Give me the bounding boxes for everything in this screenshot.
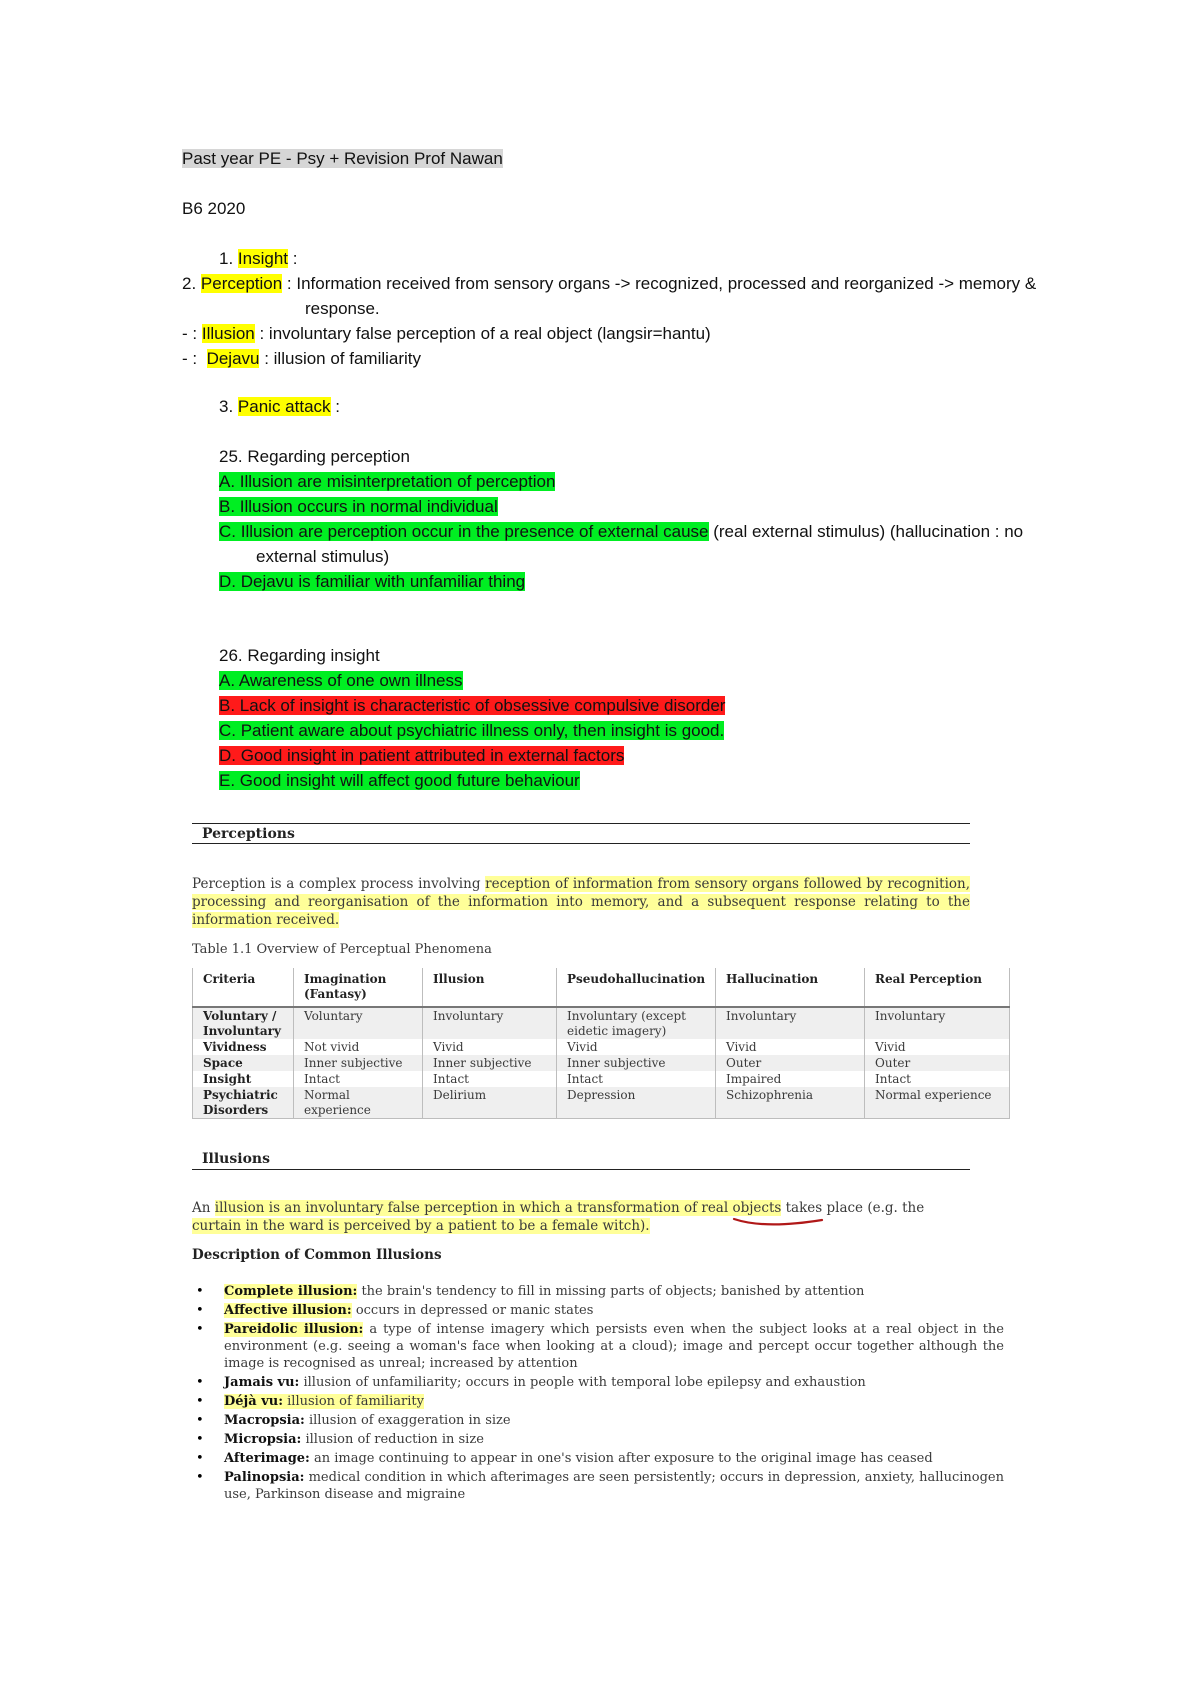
table-cell: Delirium	[423, 1087, 557, 1119]
table-cell: Normal experience	[294, 1087, 423, 1119]
q25-option-c-cont: external stimulus)	[256, 547, 390, 566]
table-cell: Space	[193, 1055, 294, 1071]
illusions-rule	[192, 1169, 970, 1170]
q26-option-b: B. Lack of insight is characteristic of obsessive compulsive disorder	[219, 696, 726, 715]
table-header: Criteria	[193, 968, 294, 1007]
list-item: • Déjà vu: illusion of familiarity	[224, 1393, 1004, 1410]
list-item: • Afterimage: an image continuing to appear in one's vision after exposure to the original image has ceased	[224, 1450, 1004, 1467]
q25-option-b: B. Illusion occurs in normal individual	[219, 497, 498, 516]
term-illusion: Illusion	[201, 324, 255, 343]
perceptions-rule-bottom	[192, 843, 970, 844]
table-cell: Impaired	[716, 1071, 865, 1087]
table-cell: Intact	[423, 1071, 557, 1087]
table-cell: Vivid	[716, 1039, 865, 1055]
illusions-list	[192, 1283, 1004, 1505]
illusions-title: Illusions	[202, 1151, 270, 1167]
page-title	[182, 146, 503, 171]
table-cell: Voluntary	[294, 1007, 423, 1039]
term-perception: Perception	[200, 274, 283, 293]
perceptions-rule-top	[192, 823, 970, 824]
list-item: • Jamais vu: illusion of unfamiliarity; occurs in people with temporal lobe epilepsy and exhaustion	[224, 1374, 1004, 1391]
table-cell: Involuntary (except eidetic imagery)	[557, 1007, 716, 1039]
batch-label: B6 2020	[182, 199, 246, 218]
table-cell: Intact	[865, 1071, 1010, 1087]
q25-option-c: C. Illusion are perception occur in the presence of external cause (real external stimulus) (hallucination : no	[219, 522, 1024, 541]
table-cell: Involuntary	[423, 1007, 557, 1039]
real-objects-phrase: real objects	[701, 1200, 782, 1216]
table-cell: Involuntary	[716, 1007, 865, 1039]
table-row	[193, 1007, 1010, 1039]
table-header-row	[193, 968, 1010, 1007]
table-header: Real Perception	[865, 968, 1010, 1007]
q26-option-d: D. Good insight in patient attributed in external factors	[219, 746, 625, 765]
note-item-illusion: - : Illusion : involuntary false perception of a real object (langsir=hantu)	[182, 324, 711, 343]
q25-option-d: D. Dejavu is familiar with unfamiliar thing	[219, 572, 526, 591]
illusions-subheading: Description of Common Illusions	[192, 1247, 442, 1263]
table-row	[193, 1071, 1010, 1087]
q25-heading: 25. Regarding perception	[219, 447, 410, 466]
q25-option-a: A. Illusion are misinterpretation of perception	[219, 472, 556, 491]
table-cell: Vivid	[865, 1039, 1010, 1055]
table-cell: Vivid	[423, 1039, 557, 1055]
table-cell: Involuntary	[865, 1007, 1010, 1039]
table-row	[193, 1039, 1010, 1055]
table-cell: Intact	[557, 1071, 716, 1087]
list-item: • Palinopsia: medical condition in which afterimages are seen persistently; occurs in depression, anxiety, hallucinogen use, Parkinson disease and migraine	[224, 1469, 1004, 1503]
table-cell: Inner subjective	[557, 1055, 716, 1071]
q26-option-a: A. Awareness of one own illness	[219, 671, 463, 690]
list-item: • Complete illusion: the brain's tendency to fill in missing parts of objects; banished by attention	[224, 1283, 1004, 1300]
term-panic-attack: Panic attack	[237, 397, 331, 416]
list-item: • Affective illusion: occurs in depressed or manic states	[224, 1302, 1004, 1319]
table-header: Imagination (Fantasy)	[294, 968, 423, 1007]
table-cell: Depression	[557, 1087, 716, 1119]
table-row	[193, 1087, 1010, 1119]
table-header: Illusion	[423, 968, 557, 1007]
note-item-insight: 1. Insight :	[219, 249, 298, 268]
table-cell: Not vivid	[294, 1039, 423, 1055]
table-cell: Inner subjective	[294, 1055, 423, 1071]
q26-option-e: E. Good insight will affect good future behaviour	[219, 771, 580, 790]
q26-heading: 26. Regarding insight	[219, 646, 380, 665]
table-cell: Vividness	[193, 1039, 294, 1055]
table-cell: Normal experience	[865, 1087, 1010, 1119]
perceptual-phenomena-table	[192, 968, 1010, 1119]
note-item-dejavu: - : Dejavu : illusion of familiarity	[182, 349, 422, 368]
illusions-paragraph: An illusion is an involuntary false perception in which a transformation of real objects takes place (e.g. the curtain in the ward is perceived by a patient to be a female witch).	[192, 1200, 925, 1234]
table-header: Hallucination	[716, 968, 865, 1007]
note-item-panic: 3. Panic attack :	[219, 397, 340, 416]
table-cell: Schizophrenia	[716, 1087, 865, 1119]
table-caption: Table 1.1 Overview of Perceptual Phenomena	[192, 942, 492, 957]
table-cell: Vivid	[557, 1039, 716, 1055]
note-item-perception-cont: response.	[305, 299, 380, 318]
perceptions-title: Perceptions	[202, 826, 295, 842]
term-insight: Insight	[237, 249, 289, 268]
q26-option-c: C. Patient aware about psychiatric illness only, then insight is good.	[219, 721, 725, 740]
table-cell: Inner subjective	[423, 1055, 557, 1071]
table-cell: Psychiatric Disorders	[193, 1087, 294, 1119]
page-title-text: Past year PE - Psy + Revision Prof Nawan	[182, 149, 503, 168]
table-header: Pseudohallucination	[557, 968, 716, 1007]
term-dejavu: Dejavu	[206, 349, 260, 368]
table-cell: Voluntary / Involuntary	[193, 1007, 294, 1039]
table-cell: Insight	[193, 1071, 294, 1087]
list-item: • Micropsia: illusion of reduction in size	[224, 1431, 1004, 1448]
perceptions-paragraph: Perception is a complex process involving reception of information from sensory organs followed by recognition, processing and reorganisation of the information into memory, and a subsequent response relating to the information received.	[192, 876, 970, 928]
table-cell: Intact	[294, 1071, 423, 1087]
table-row	[193, 1055, 1010, 1071]
red-underline-mark	[730, 1215, 830, 1227]
list-item: • Pareidolic illusion: a type of intense imagery which persists even when the subject looks at a real object in the environment (e.g. seeing a woman's face when looking at a cloud); image and percept occur together although the image is recognised as unreal; increased by attention	[224, 1321, 1004, 1372]
table-cell: Outer	[865, 1055, 1010, 1071]
table-cell: Outer	[716, 1055, 865, 1071]
note-item-perception: 2. Perception : Information received from sensory organs -> recognized, processed and reorganized -> memory &	[182, 274, 1037, 293]
list-item: • Macropsia: illusion of exaggeration in size	[224, 1412, 1004, 1429]
